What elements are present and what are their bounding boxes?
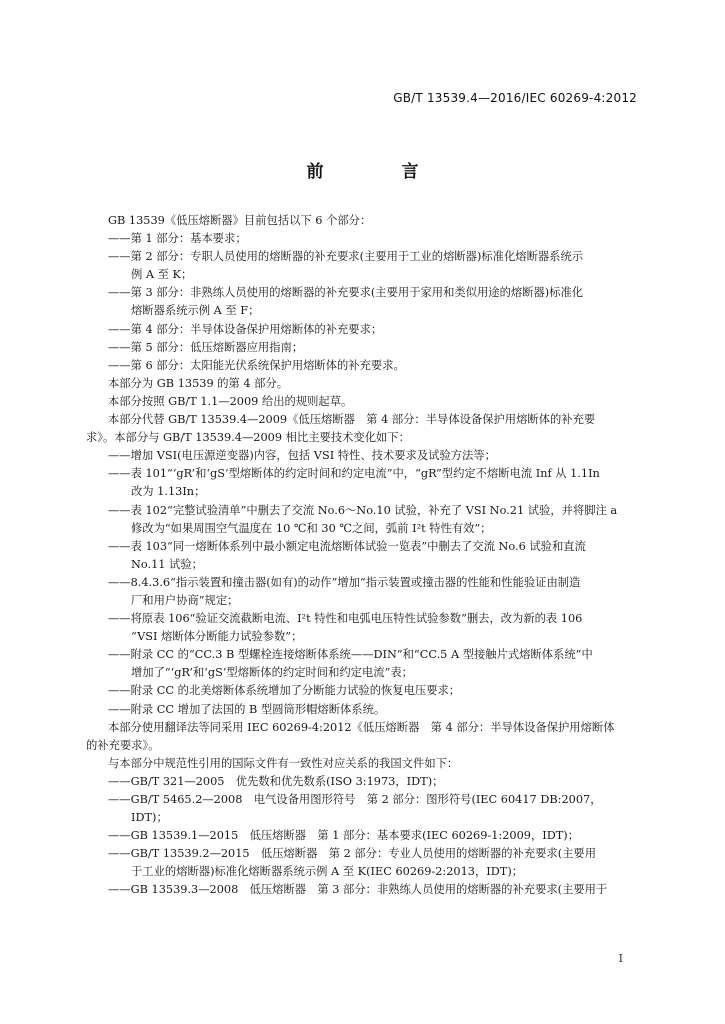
text-line: ——表 101“‘gR’和‘gS’型熔断体的约定时间和约定电流”中，“gR”型约定不熔断电流 Inf 从 1.1In — [108, 467, 600, 481]
text-line: ——将原表 106“验证交流截断电流、I²t 特性和电弧电压特性试验参数”删去，改为新的表 106 — [108, 612, 583, 626]
text-line: ——8.4.3.6“指示装置和撞击器(如有)的动作”增加“指示装置或撞击器的性能和性能验证由制造 — [108, 575, 581, 589]
text-line: ——GB/T 13539.2—2015 低压熔断器 第 2 部分：专业人员使用的熔断器的补充要求(主要用 — [108, 847, 597, 861]
text-line: ——第 5 部分：低压熔断器应用指南； — [108, 340, 304, 354]
text-line: ——表 102“完整试验清单”中删去了交流 No.6～No.10 试验，补充了 VSI No.21 试验，并将脚注 a — [108, 503, 618, 517]
text-line: 本部分为 GB 13539 的第 4 部分。 — [108, 376, 289, 390]
text-line: ——GB 13539.3—2008 低压熔断器 第 3 部分：非熟练人员使用的熔断器的补充要求(主要用于 — [108, 883, 608, 897]
page-title: 前 言 — [306, 162, 455, 182]
standard-code-header: GB/T 13539.4—2016/IEC 60269-4:2012 — [393, 91, 637, 105]
text-line: 本部分使用翻译法等同采用 IEC 60269-4:2012《低压熔断器 第 4 部分：半导体设备保护用熔断体 — [108, 720, 615, 734]
text-line: 改为 1.13In； — [131, 485, 206, 499]
text-line: ——GB/T 321—2005 优先数和优先数系(ISO 3:1973，IDT)； — [108, 774, 444, 788]
text-line: ——第 1 部分：基本要求； — [108, 232, 247, 246]
text-line: 熔断器系统示例 A 至 F； — [131, 304, 260, 318]
text-line: ——附录 CC 的“CC.3 B 型螺栓连接熔断体系统——DIN”和“CC.5 A 型接触片式熔断体系统”中 — [108, 648, 593, 662]
text-line: IDT)； — [131, 811, 168, 825]
text-line: 于工业的熔断器)标准化熔断器系统示例 A 至 K(IEC 60269-2:2013，IDT)； — [131, 865, 524, 879]
text-line: ——第 3 部分：非熟练人员使用的熔断器的补充要求(主要用于家用和类似用途的熔断器)标准化 — [108, 286, 584, 300]
foreword-body — [86, 212, 640, 900]
text-line: ——第 2 部分：专职人员使用的熔断器的补充要求(主要用于工业的熔断器)标准化熔断器系统示 — [108, 250, 584, 264]
page-number: I — [618, 952, 623, 965]
text-line: ——GB 13539.1—2015 低压熔断器 第 1 部分：基本要求(IEC 60269-1:2009，IDT)； — [108, 829, 580, 843]
text-line: 厂和用户协商”规定； — [131, 593, 239, 607]
text-line: 例 A 至 K； — [131, 268, 193, 282]
text-line: GB 13539《低压熔断器》目前包括以下 6 个部分： — [108, 214, 372, 227]
text-line: 与本部分中规范性引用的国际文件有一致性对应关系的我国文件如下： — [108, 756, 459, 770]
text-line: No.11 试验； — [131, 557, 203, 571]
text-line: ——表 103“同一熔断体系列中最小额定电流熔断体试验一览表”中删去了交流 No.6 试验和直流 — [108, 539, 586, 553]
text-line: ——附录 CC 增加了法国的 B 型圆筒形帽熔断体系统。 — [108, 702, 386, 716]
text-line: ——增加 VSI(电压源逆变器)内容，包括 VSI 特性、技术要求及试验方法等； — [108, 449, 496, 463]
text-line: 修改为“如果周围空气温度在 10 ℃和 30 ℃之间，弧前 I²t 特性有效”； — [131, 521, 492, 535]
text-line: 求》。本部分与 GB/T 13539.4—2009 相比主要技术变化如下： — [86, 431, 410, 445]
text-line: ——第 4 部分：半导体设备保护用熔断体的补充要求； — [108, 322, 383, 336]
text-line: ——第 6 部分：太阳能光伏系统保护用熔断体的补充要求。 — [108, 358, 405, 372]
text-line: 本部分按照 GB/T 1.1—2009 给出的规则起草。 — [108, 394, 353, 408]
text-line: “VSI 熔断体分断能力试验参数”； — [131, 630, 303, 644]
text-line: 增加了“‘gR’和‘gS’型熔断体的约定时间和约定电流”表； — [131, 666, 413, 680]
text-line: ——GB/T 5465.2—2008 电气设备用图形符号 第 2 部分：图形符号(IEC 60417 DB:2007， — [108, 793, 602, 806]
text-line: 本部分代替 GB/T 13539.4—2009《低压熔断器 第 4 部分：半导体设备保护用熔断体的补充要 — [108, 413, 596, 427]
text-line: ——附录 CC 的北美熔断体系统增加了分断能力试验的恢复电压要求； — [108, 684, 461, 698]
text-line: 的补充要求》。 — [86, 738, 160, 752]
